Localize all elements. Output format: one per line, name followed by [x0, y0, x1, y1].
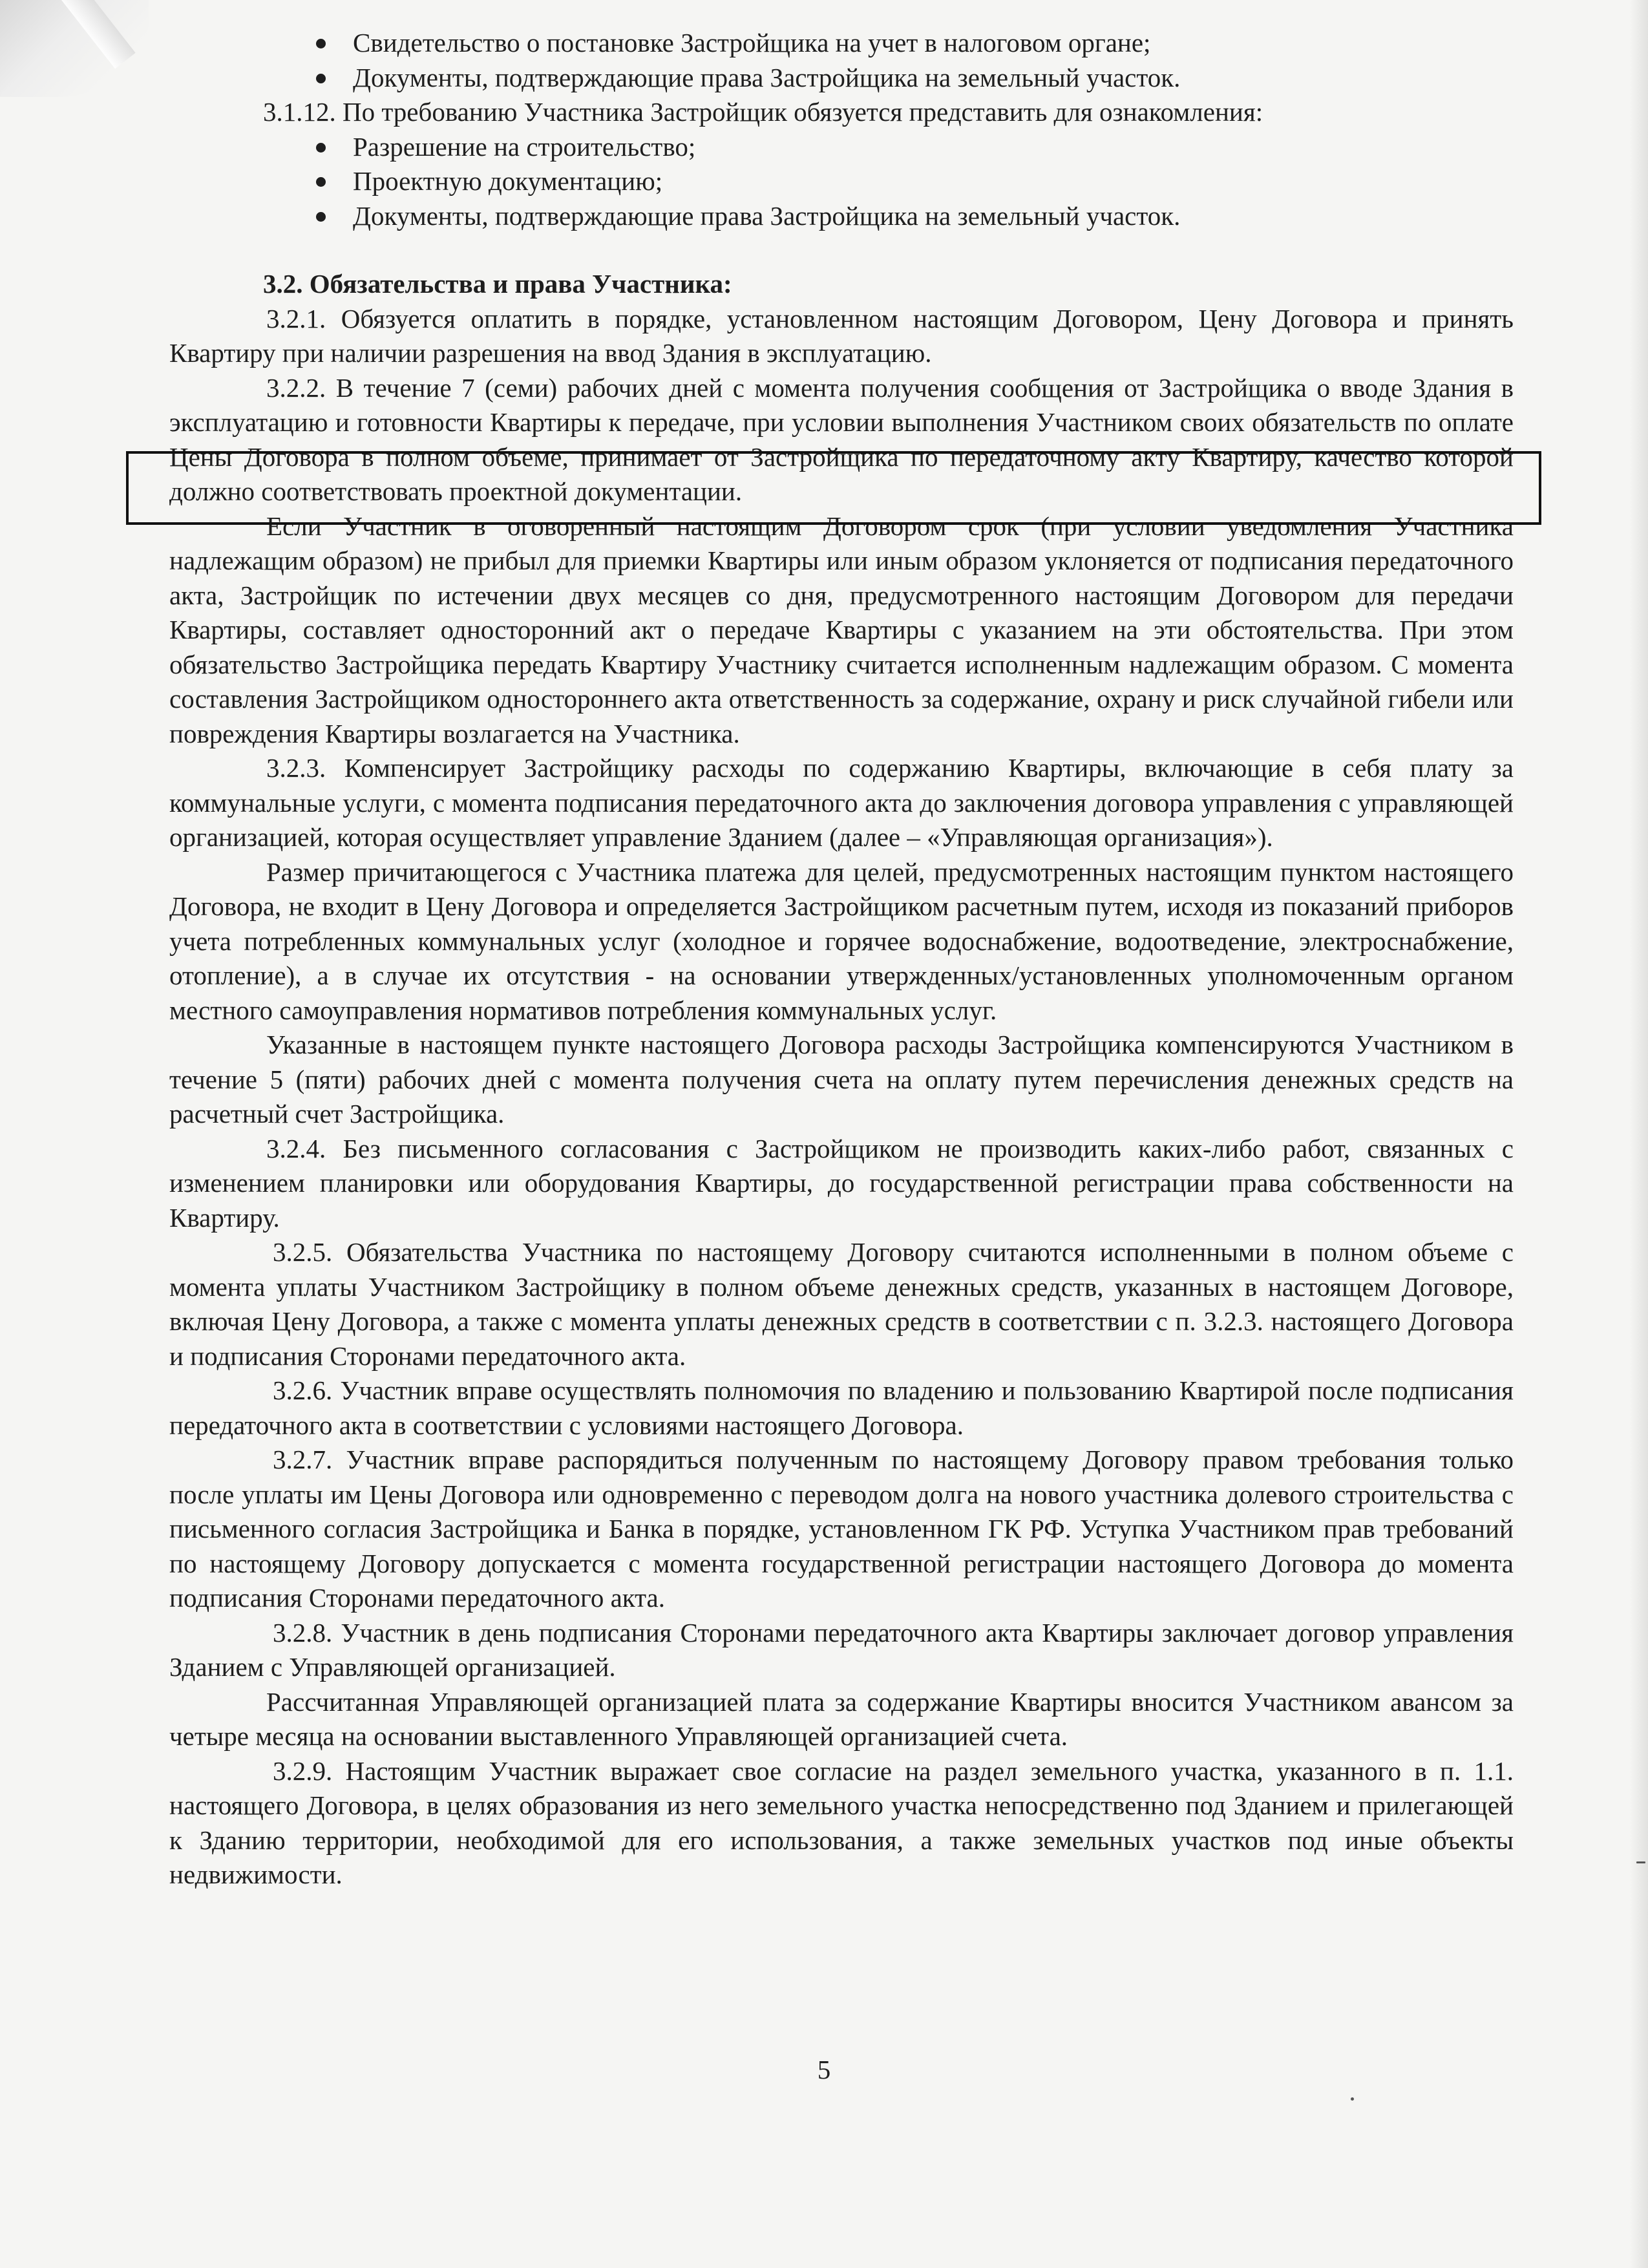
spacer [169, 233, 1514, 267]
paragraph-3-2-6: 3.2.6. Участник вправе осуществлять полномочия по владению и пользованию Квартирой после подписания передаточного акта в соответствии с условиями настоящего Договора. [169, 1375, 1514, 1440]
clause-3-1-12: 3.1.12. По требованию Участника Застройщик обязуется представить для ознакомления: [263, 97, 1263, 127]
section-title: 3.2. Обязательства и права Участника: [263, 269, 732, 299]
page-number: 5 [817, 2055, 831, 2084]
paragraph-3-2-9: 3.2.9. Настоящим Участник выражает свое согласие на раздел земельного участка, указанного в п. 1.1. настоящего Договора, в целях образования из него земельного участка непосредственно под Зданием и прилегающей к Зданию территории, необходимой для его использования, а также земельных участков под иные объекты недвижимости. [169, 1755, 1514, 1889]
paragraph-3-2-2: 3.2.2. В течение 7 (семи) рабочих дней с момента получения сообщения от Застройщика о вводе Здания в эксплуатацию и готовности Квартиры к передаче, при условии выполнения Участником своих обязательств по оплате Цены Договора в полном объеме, принимает от Застройщика по передаточному акту Квартиру, качество которой должно соответствовать проектной документации. [169, 372, 1514, 506]
list-item: Документы, подтверждающие права Застройщика на земельный участок. [316, 199, 1514, 234]
document-body [169, 26, 1514, 1892]
paragraph-3-2-3: 3.2.3. Компенсирует Застройщику расходы по содержанию Квартиры, включающие в себя плату за коммунальные услуги, с момента подписания передаточного акта до заключения договора управления с управляющей организацией, которая осуществляет управление Зданием (далее – «Управляющая организация»). [169, 753, 1514, 852]
paragraph-3-2-1: 3.2.1. Обязуется оплатить в порядке, установленном настоящим Договором, Цену Договора и принять Квартиру при наличии разрешения на ввод Здания в эксплуатацию. [169, 303, 1514, 368]
paragraph-3-2-8: 3.2.8. Участник в день подписания Сторонами передаточного акта Квартиры заключает договор управления Зданием с Управляющей организацией. [169, 1617, 1514, 1682]
scan-speck [1636, 1861, 1645, 1863]
paragraph-3-2-7: 3.2.7. Участник вправе распорядиться полученным по настоящему Договору правом требования только после уплаты им Цены Договора или одновременно с переводом долга на нового участника долевого строительства с письменного согласия Застройщика и Банка в порядке, установленном ГК РФ. Уступка Участником прав требований по настоящему Договору допускается с момента государственной регистрации настоящего Договора до момента подписания Сторонами передаточного акта. [169, 1445, 1514, 1613]
paragraph-3-2-2-b: Если Участник в оговоренный настоящим Договором срок (при условии уведомления Участника надлежащим образом) не прибыл для приемки Квартиры или иным образом уклоняется от подписания передаточного акта, Застройщик по истечении двух месяцев со дня, предусмотренного настоящим Договором для передачи Квартиры, составляет односторонний акт о передаче Квартиры с указанием на эти обстоятельства. При этом обязательство Застройщика передать Квартиру Участнику считается исполненным надлежащим образом. С момента составления Застройщиком одностороннего акта ответственность за содержание, охрану и риск случайной гибели или повреждения Квартиры возлагается на Участника. [169, 511, 1514, 748]
list-item: Документы, подтверждающие права Застройщика на земельный участок. [316, 61, 1514, 96]
paragraph-3-2-4: 3.2.4. Без письменного согласования с Застройщиком не производить каких-либо работ, связанных с изменением планировки или оборудования Квартиры, до государственной регистрации права собственности на Квартиру. [169, 1133, 1514, 1233]
bullet-list-3-1-12 [169, 130, 1514, 234]
paragraph-3-2-8-b: Рассчитанная Управляющей организацией плата за содержание Квартиры вносится Участником авансом за четыре месяца на основании выставленного Управляющей организацией счета. [169, 1686, 1514, 1751]
list-item: Свидетельство о постановке Застройщика на учет в налоговом органе; [316, 26, 1514, 61]
paragraph-3-2-3-c: Указанные в настоящем пункте настоящего Договора расходы Застройщика компенсируются Участником в течение 5 (пяти) рабочих дней с момента получения счета на оплату путем перечисления денежных средств на расчетный счет Застройщика. [169, 1030, 1514, 1129]
bullet-list-top [169, 26, 1514, 95]
list-item: Разрешение на строительство; [316, 130, 1514, 165]
paragraph-3-2-5: 3.2.5. Обязательства Участника по настоящему Договору считаются исполненными в полном объеме с момента уплаты Участником Застройщику в полном объеме денежных средств, указанных в настоящем Договоре, включая Цену Договора, а также с момента уплаты денежных средств в соответствии с п. 3.2.3. настоящего Договора и подписания Сторонами передаточного акта. [169, 1237, 1514, 1371]
page-edge-shadow [1630, 0, 1648, 2268]
paragraph-3-2-3-b: Размер причитающегося с Участника платежа для целей, предусмотренных настоящим пунктом настоящего Договора, не входит в Цену Договора и определяется Застройщиком расчетным путем, исходя из показаний приборов учета потребленных коммунальных услуг (холодное и горячее водоснабжение, водоотведение, электроснабжение, отопление), а в случае их отсутствия - на основании утвержденных/установленных уполномоченным органом местного самоуправления нормативов потребления коммунальных услуг. [169, 856, 1514, 1025]
list-item: Проектную документацию; [316, 164, 1514, 199]
scan-speck [1351, 2097, 1354, 2101]
